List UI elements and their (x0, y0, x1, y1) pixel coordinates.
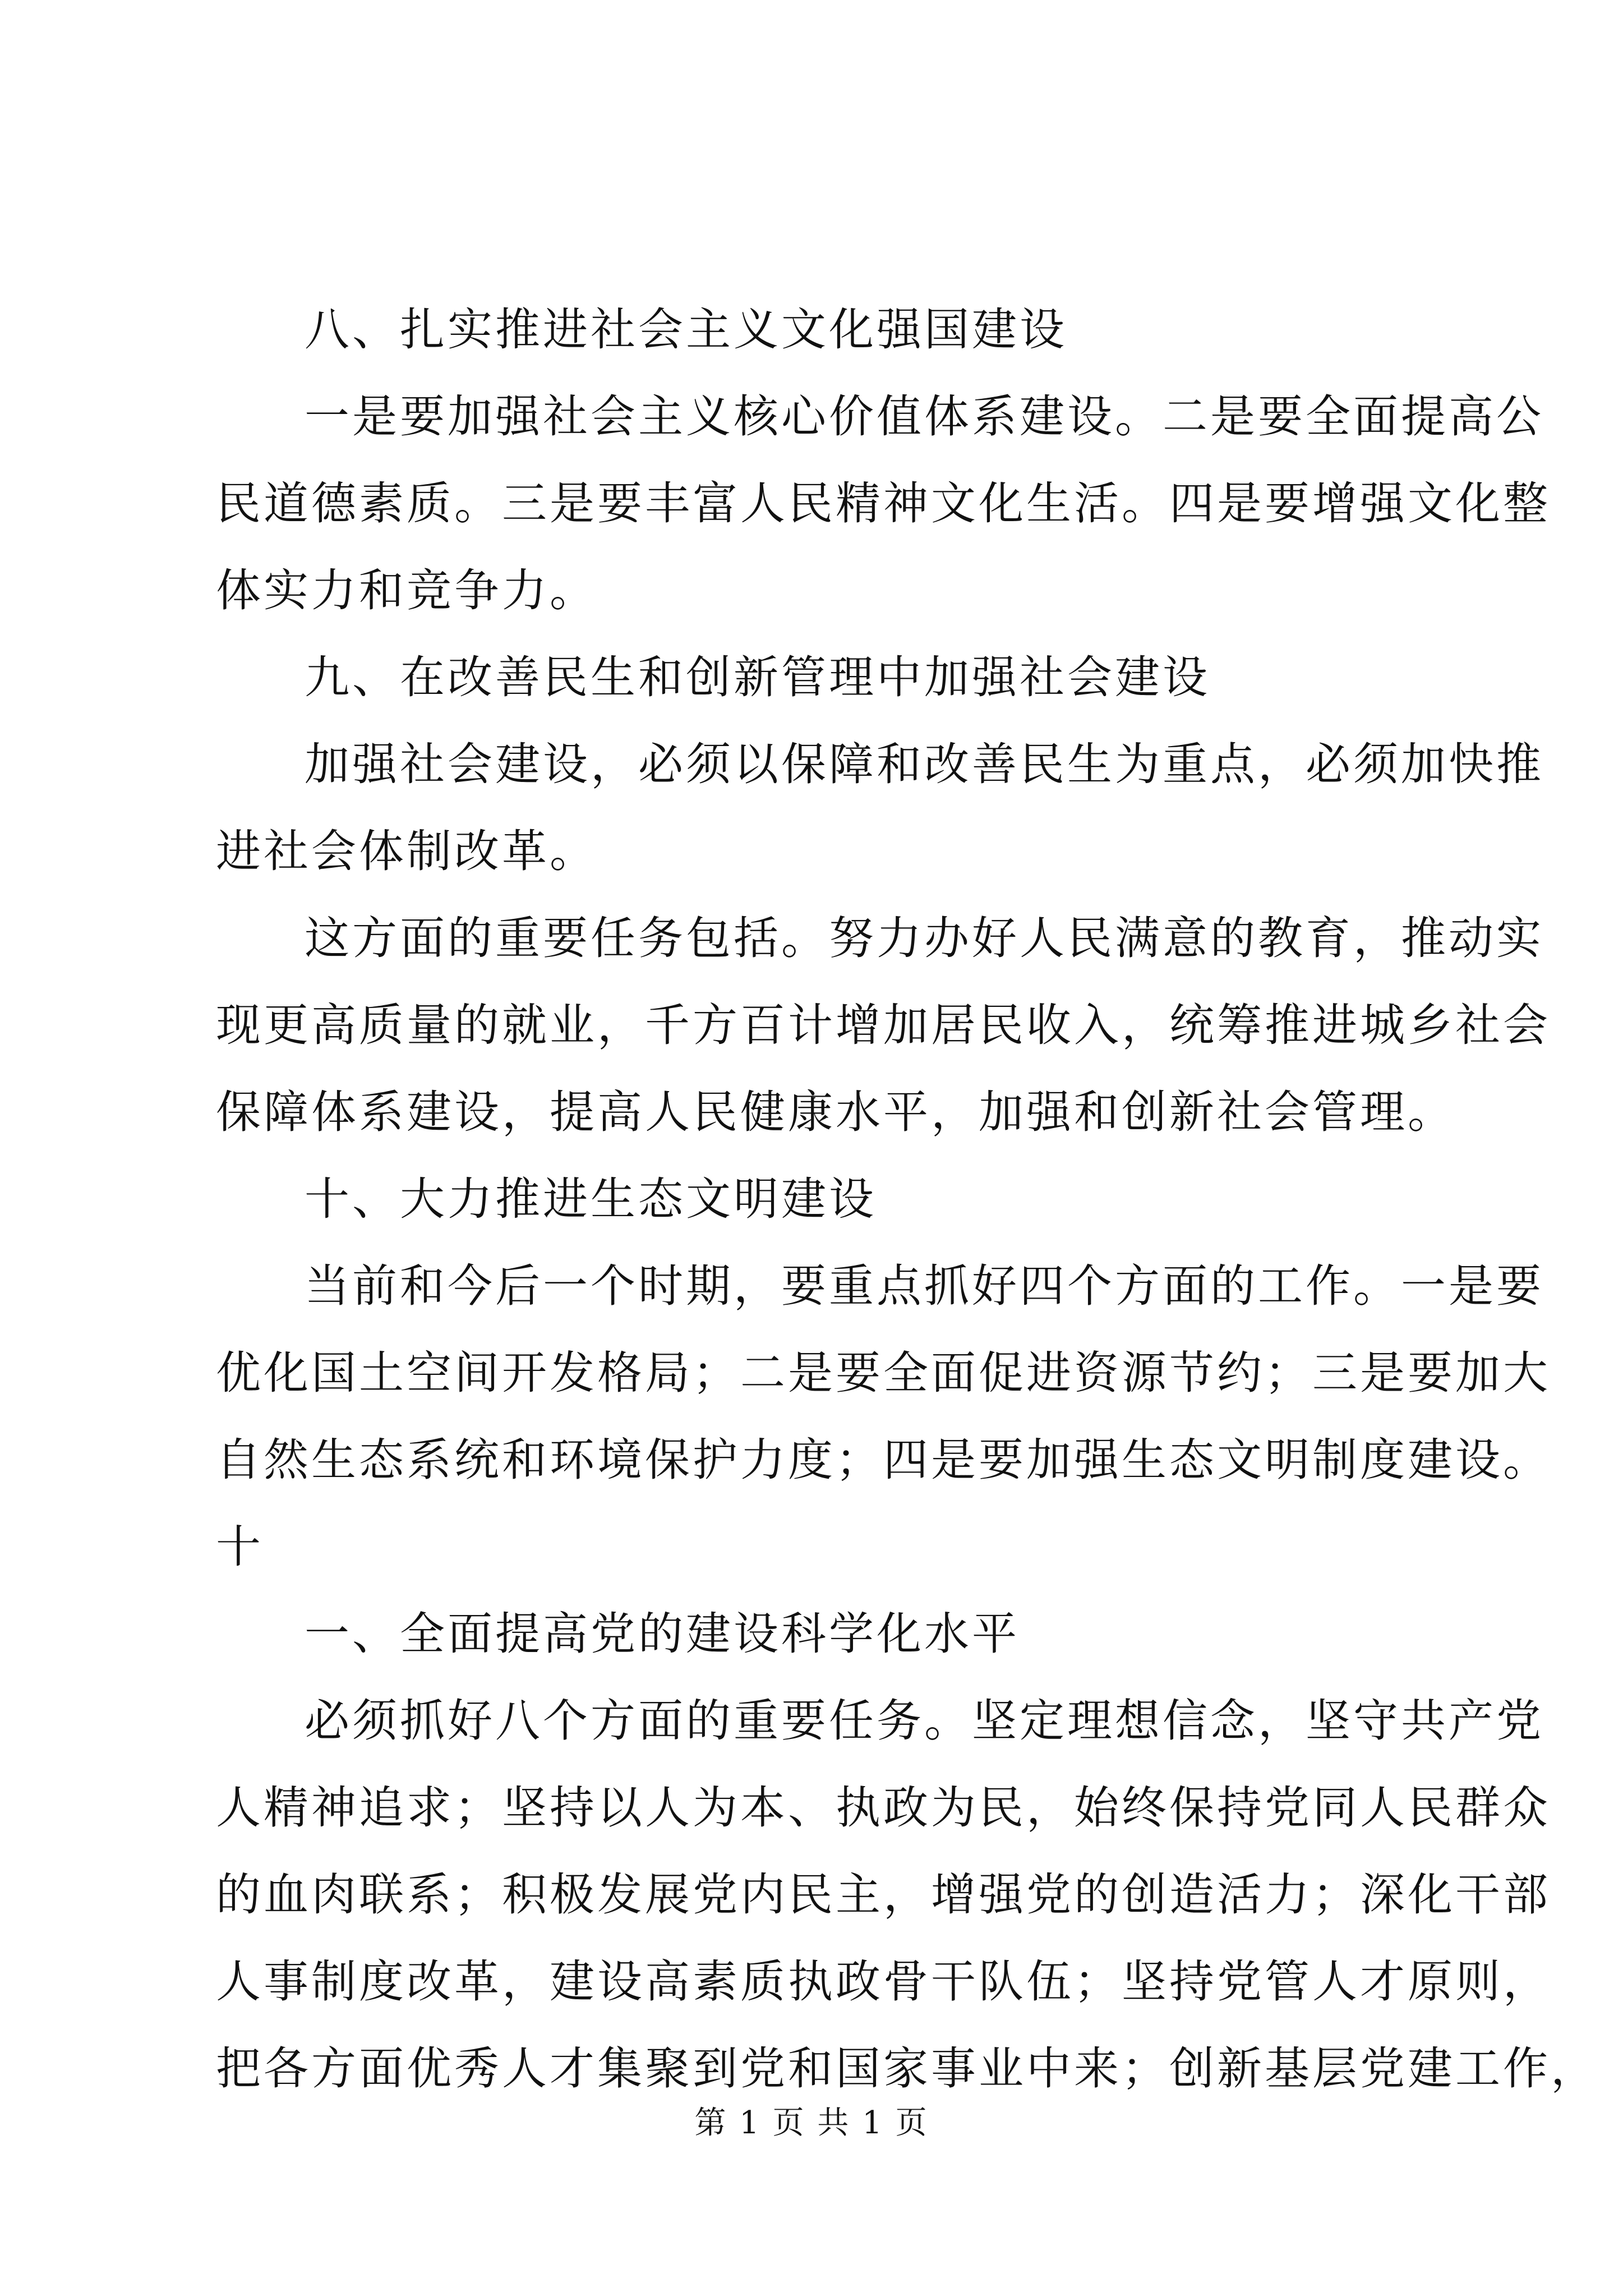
paragraph-line: 民道德素质。三是要丰富人民精神文化生活。四是要增强文化整 (216, 477, 1551, 530)
paragraph-line: 一是要加强社会主义核心价值体系建设。二是要全面提高公 (305, 390, 1544, 443)
document-body (216, 286, 1598, 2112)
paragraph-line: 进社会体制改革。 (216, 825, 597, 877)
paragraph-line: 优化国土空间开发格局；二是要全面促进资源节约；三是要加大 (216, 1347, 1551, 1399)
paragraph-line: 人精神追求；坚持以人为本、执政为民，始终保持党同人民群众 (216, 1782, 1551, 1834)
paragraph-line: 现更高质量的就业，千方百计增加居民收入，统筹推进城乡社会 (216, 999, 1551, 1051)
page-footer: 第 1 页 共 1 页 (694, 2105, 929, 2141)
section-heading-8: 八、扎实推进社会主义文化强国建设 (305, 303, 1067, 356)
section-heading-10: 十、大力推进生态文明建设 (305, 1173, 877, 1225)
section-heading-9: 九、在改善民生和创新管理中加强社会建设 (305, 651, 1210, 703)
paragraph-line: 把各方面优秀人才集聚到党和国家事业中来；创新基层党建工作， (216, 2042, 1598, 2095)
paragraph-line: 自然生态系统和环境保护力度；四是要加强生态文明制度建设。 (216, 1434, 1551, 1486)
paragraph-line: 必须抓好八个方面的重要任务。坚定理想信念，坚守共产党 (305, 1695, 1544, 1747)
paragraph-line: 的血肉联系；积极发展党内民主，增强党的创造活力；深化干部 (216, 1869, 1551, 1921)
paragraph-line: 体实力和竞争力。 (216, 564, 597, 616)
paragraph-line: 保障体系建设，提高人民健康水平，加强和创新社会管理。 (216, 1086, 1455, 1138)
paragraph-line: 人事制度改革，建设高素质执政骨干队伍；坚持党管人才原则， (216, 1955, 1551, 2008)
paragraph-line: 这方面的重要任务包括。努力办好人民满意的教育，推动实 (305, 912, 1544, 964)
paragraph-line: 十 (216, 1521, 264, 1573)
paragraph-line: 加强社会建设，必须以保障和改善民生为重点，必须加快推 (305, 738, 1544, 790)
paragraph-line: 当前和今后一个时期，要重点抓好四个方面的工作。一是要 (305, 1260, 1544, 1312)
section-heading-11: 一、全面提高党的建设科学化水平 (305, 1608, 1020, 1660)
